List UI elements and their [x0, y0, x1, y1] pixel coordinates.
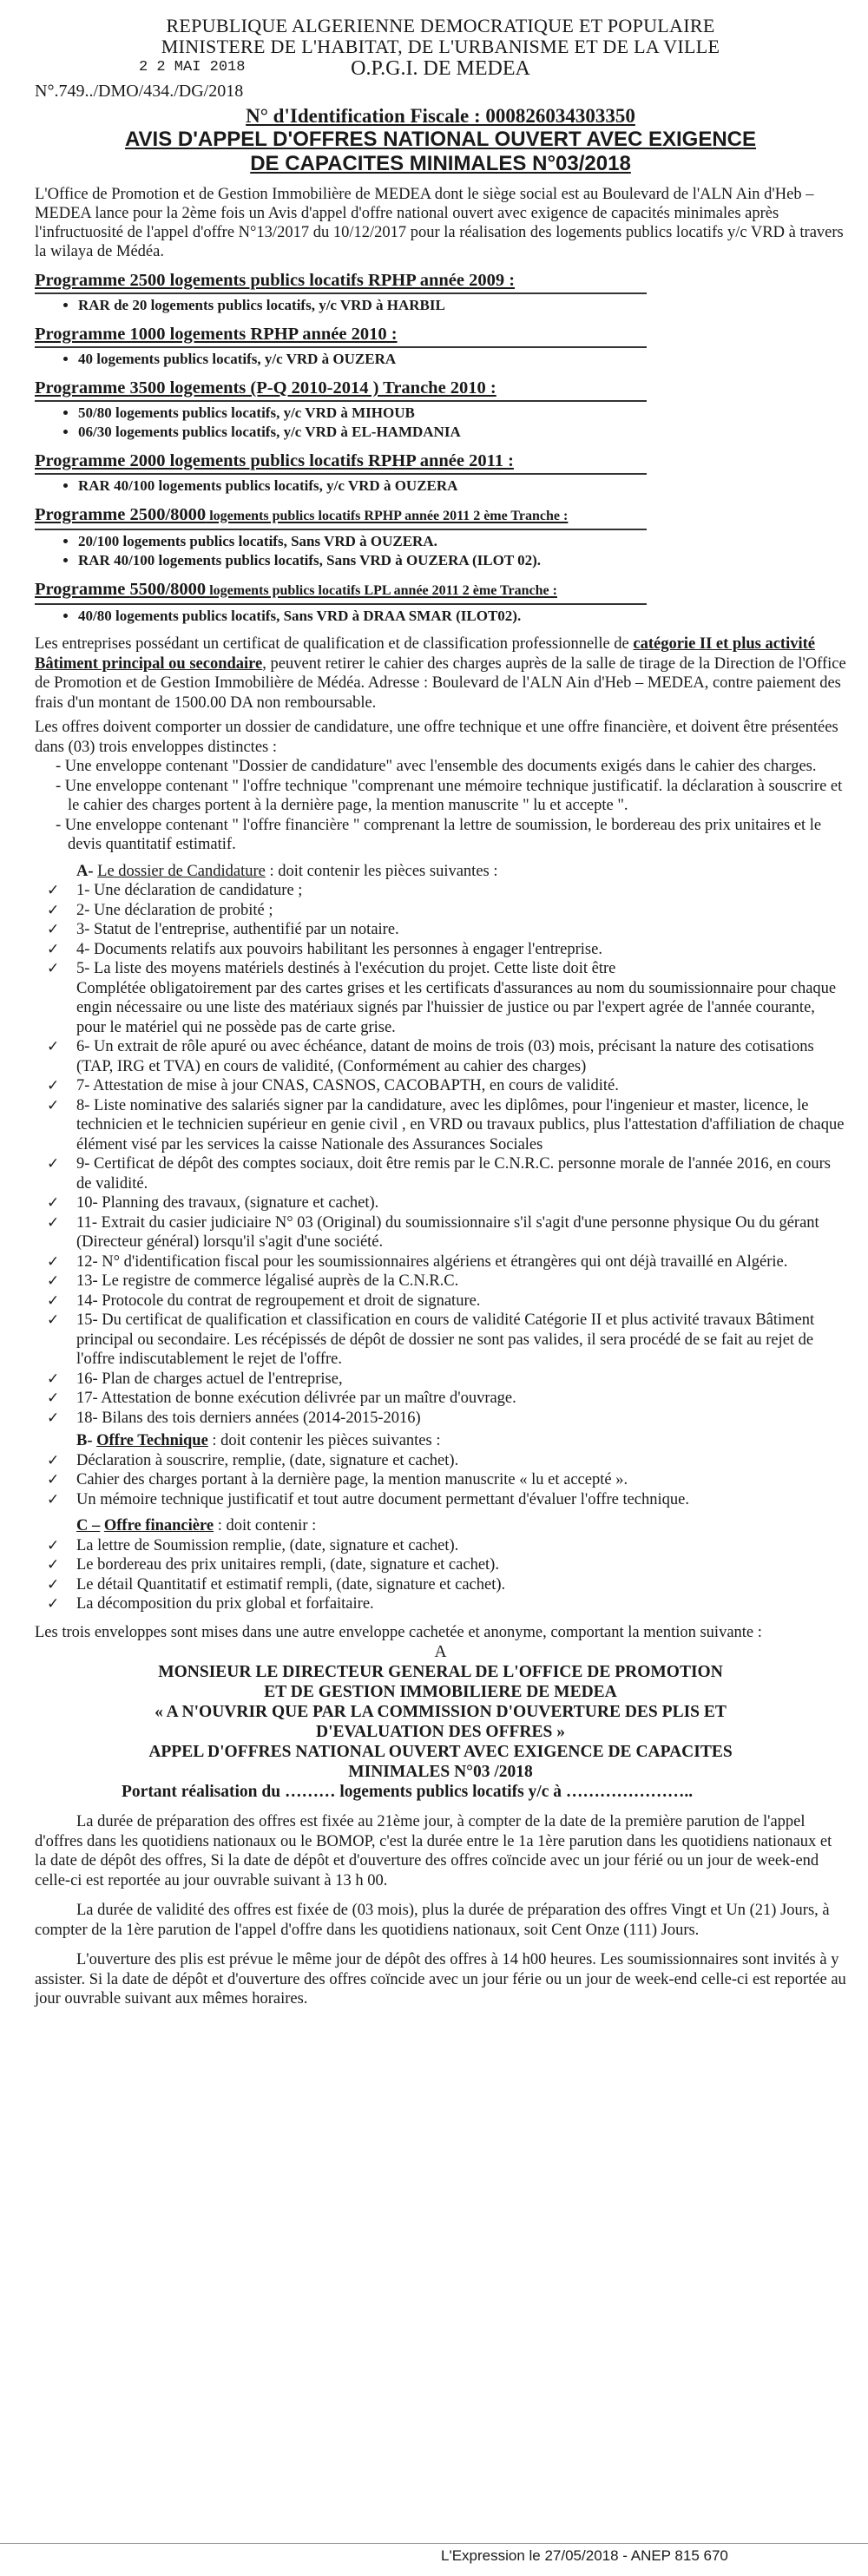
paragraph-validity: La durée de validité des offres est fixée de (03 mois), plus la durée de préparation des offres Vingt et Un (21) Jours, à compter de la 1ère parution de l'appel d'offre dans les quotidiens nationaux, soit Cent Onze (111) Jours. [35, 1902, 830, 1939]
envelope-label [35, 1642, 846, 1802]
programme-underline [35, 346, 647, 348]
checkmark-icon: ✓ [47, 882, 60, 899]
checklist-item-text: 15- Du certificat de qualification et classification en cours de validité Catégorie II et plus activité travaux Bâtiment principal ou secondaire. Les récépissés de dépôt de dossier ne sont pas valides, il sera procédé de se fait au rejet de l'offre indiscutablement le rejet de l'offre. [76, 1311, 815, 1368]
checklist-item [35, 1096, 846, 1155]
checklist-item-text: Le bordereau des prix unitaires rempli, (date, signature et cachet). [76, 1556, 499, 1574]
programme-title [35, 324, 846, 345]
checkmark-icon: ✓ [47, 1390, 60, 1407]
checklist-item-text: La décomposition du prix global et forfaitaire. [76, 1595, 374, 1613]
checklist-item-continuation: Complétée obligatoirement par des cartes grises et les certificats d'assurances au nom du soumissionnaire pour chaque engin nécessaire ou une liste des matériaux signés par l'huissier de justice ou par l'expert agrée de l'année courante, pour le matériel qui ne possède pas de carte grise. [76, 979, 837, 1036]
section-a-items [35, 881, 846, 1428]
envelope-line4: D'EVALUATION DES OFFRES » [316, 1723, 565, 1741]
checklist-item-text: 3- Statut de l'entreprise, authentifié par un notaire. [76, 921, 399, 938]
section-a-suffix: : doit contenir les pièces suivantes : [265, 862, 498, 880]
checkmark-icon: ✓ [47, 1471, 60, 1488]
section-a-title: Le dossier de Candidature [97, 862, 266, 880]
checkmark-icon: ✓ [47, 1291, 60, 1310]
section-b-label: B- [76, 1432, 93, 1449]
header-republic: REPUBLIQUE ALGERIENNE DEMOCRATIQUE ET POPULAIRE [166, 15, 715, 36]
programme-item: • RAR de 20 logements publics locatifs, y/c VRD à HARBIL [78, 296, 846, 315]
checklist-item-text: Le détail Quantitatif et estimatif rempli, (date, signature et cachet). [76, 1575, 506, 1594]
eligibility-paragraph [35, 634, 846, 713]
checklist-item-text: Un mémoire technique justificatif et tout autre document permettant d'évaluer l'offre technique. [76, 1490, 689, 1508]
checklist-item-text: 1- Une déclaration de candidature ; [76, 882, 303, 899]
paragraph-opening: L'ouverture des plis est prévue le même jour de dépôt des offres à 14 h00 heures. Les soumissionnaires sont invités à y assister. Si la date de dépôt et d'ouverture des offres coïncide avec un jour férie ou un jour de week-end celle-ci est reportée au jour ouvrable suivant aux mêmes horaires. [35, 1951, 846, 2008]
checkmark-icon: ✓ [47, 1213, 60, 1232]
header-opgi: O.P.G.I. DE MEDEA [351, 57, 530, 80]
checkmark-icon: ✓ [47, 921, 60, 938]
checklist-item [35, 1154, 846, 1193]
section-a [35, 862, 846, 1429]
programme-item: • 40 logements publics locatifs, y/c VRD à OUZERA [78, 350, 846, 369]
programme-title-rest: logements publics locatifs LPL année 2011 2 ème Tranche : [206, 583, 557, 598]
checklist-item [35, 1389, 846, 1409]
programme-title-main: Programme 2500/8000 [35, 505, 207, 524]
section-b-title: Offre Technique [96, 1432, 208, 1449]
programme-items [35, 404, 846, 442]
checklist-item [35, 1076, 846, 1096]
checkmark-icon: ✓ [47, 1077, 60, 1094]
programme-title-main: Programme 2500 logements publics locatifs RPHP année 2009 : [35, 271, 516, 290]
envelope-a: A [434, 1643, 447, 1661]
programme-items [35, 296, 846, 315]
envelope-line2: ET DE GESTION IMMOBILIERE DE MEDEA [264, 1683, 617, 1701]
programme-underline [35, 400, 647, 402]
programme-underline [35, 603, 647, 605]
programme-title [35, 579, 846, 601]
programme-underline [35, 529, 647, 530]
envelope-line6: MINIMALES N°03 /2018 [348, 1763, 533, 1781]
checklist-item [35, 1490, 846, 1510]
checklist-item [35, 901, 846, 921]
envelope-item-text: Une enveloppe contenant "Dossier de candidature" avec l'ensemble des documents exigés dans le cahier des charges. [64, 758, 817, 775]
envelope-line3: « A N'OUVRIR QUE PAR LA COMMISSION D'OUVERTURE DES PLIS ET [155, 1703, 727, 1721]
reference-number: N°.749../DMO/434./DG/2018 [35, 82, 244, 101]
checklist-item [35, 940, 846, 960]
programme-title [35, 504, 846, 527]
checklist-item [35, 1252, 846, 1272]
checklist-item-text: 11- Extrait du casier judiciaire N° 03 (Original) du soumissionnaire s'il s'agit d'une personne physique Ou du gérant (Directeur général) lorsqu'il s'agit d'une société. [76, 1213, 819, 1251]
checklist-item [35, 1370, 846, 1390]
checkmark-icon: ✓ [47, 901, 60, 919]
checklist-item-text: 10- Planning des travaux, (signature et cachet). [76, 1194, 379, 1212]
section-b-suffix: : doit contenir les pièces suivantes : [207, 1432, 441, 1449]
section-c-title: Offre financière [103, 1517, 214, 1534]
programme-underline [35, 292, 647, 294]
section-c-heading [35, 1516, 846, 1536]
checklist-item-text: 4- Documents relatifs aux pouvoirs habilitant les personnes à engager l'entreprise. [76, 940, 602, 958]
header-row [35, 57, 846, 80]
programme-item: • RAR 40/100 logements publics locatifs, y/c VRD à OUZERA [78, 476, 846, 496]
envelope-line1: MONSIEUR LE DIRECTEUR GENERAL DE L'OFFICE DE PROMOTION [158, 1663, 723, 1681]
document [35, 16, 846, 2009]
checklist-item [35, 1311, 846, 1370]
eligibility-category: catégorie II et plus activité Bâtiment principal ou secondaire [35, 635, 815, 673]
checklist-item [35, 1555, 846, 1575]
checkmark-icon: ✓ [47, 1096, 60, 1114]
eligibility-text-after: , peuvent retirer le cahier des charges auprès de la salle de tirage de la Direction de l'Office de Promotion et de Gestion Immobilière de Médéa. Adresse : Boulevard de l'ALN Ain d'Heb – MEDEA, contre paiement des frais d'un montant de 1500.00 DA non remboursable. [35, 654, 846, 712]
section-c-label: C – [76, 1517, 101, 1534]
envelope-line5: APPEL D'OFFRES NATIONAL OUVERT AVEC EXIGENCE DE CAPACITES [148, 1743, 733, 1761]
checkmark-icon: ✓ [47, 1556, 60, 1574]
paragraph-preparation: La durée de préparation des offres est fixée au 21ème jour, à compter de la date de la première parution de l'appel d'offres dans les quotidiens nationaux ou le BOMOP, c'est la durée entre le 1a 1ère parution dans les quotidiens nationaux et la date de dépôt des offres, Si la date de dépôt et d'ouverture des offres coïncide avec un jour férié ou un jour de week-end celle-ci est reportée au jour ouvrable suivant à 13 h 00. [35, 1813, 832, 1889]
checklist-item-text: 12- N° d'identification fiscal pour les soumissionnaires algériens et étrangères qui ont déjà travaillé en Algérie. [76, 1252, 788, 1271]
checklist-item-text: 5- La liste des moyens matériels destinés à l'exécution du projet. Cette liste doit être [76, 960, 616, 977]
programme-title-main: Programme 5500/8000 [35, 580, 207, 599]
programmes-list [35, 270, 846, 626]
envelope-item: - Une enveloppe contenant "Dossier de candidature" avec l'ensemble des documents exigés dans le cahier des charges. [56, 758, 817, 775]
checkmark-icon: ✓ [47, 1490, 60, 1508]
checklist-item-text: 16- Plan de charges actuel de l'entreprise, [76, 1370, 343, 1388]
checklist-item [35, 920, 846, 940]
checklist-item [35, 1037, 846, 1076]
section-b-items [35, 1451, 846, 1510]
programme-title [35, 270, 846, 291]
checklist-item [35, 1409, 846, 1429]
programme-items [35, 532, 846, 570]
programme-item: • 20/100 logements publics locatifs, Sans VRD à OUZERA. [78, 532, 846, 551]
envelope-item: - Une enveloppe contenant " l'offre technique "comprenant une mémoire technique justificatif. la déclaration à souscrire et le cahier des charges portent à la dernière page, la mention manuscrite " lu et accepte ". [56, 777, 843, 814]
section-a-label: A- [76, 862, 94, 880]
programme-title-rest: logements publics locatifs RPHP année 2011 2 ème Tranche : [206, 509, 569, 523]
notice-title-line2: DE CAPACITES MINIMALES N°03/2018 [250, 152, 631, 175]
checklist-item [35, 959, 846, 979]
checklist-item [35, 1536, 846, 1556]
checkmark-icon: ✓ [47, 1575, 60, 1594]
fiscal-id: N° d'Identification Fiscale : 000826034303350 [246, 105, 635, 127]
section-c-items [35, 1536, 846, 1614]
envelope-item: - Une enveloppe contenant " l'offre financière " comprenant la lettre de soumission, le bordereau des prix unitaires et le devis quantitatif estimatif. [56, 816, 822, 853]
checklist-item [35, 1575, 846, 1595]
programme-items [35, 350, 846, 369]
programme-item: • 06/30 logements publics locatifs, y/c VRD à EL-HAMDANIA [78, 423, 846, 442]
checklist-item-text: La lettre de Soumission remplie, (date, signature et cachet). [76, 1536, 459, 1554]
footer-source: L'Expression le 27/05/2018 - ANEP 815 670 [441, 2547, 728, 2564]
checkmark-icon: ✓ [47, 1311, 60, 1329]
programme-item: • 40/80 logements publics locatifs, Sans VRD à DRAA SMAR (ILOT02). [78, 607, 846, 626]
checklist-item [35, 1594, 846, 1614]
section-c [35, 1516, 846, 1614]
checklist-item-text: 17- Attestation de bonne exécution délivrée par un maître d'ouvrage. [76, 1390, 516, 1407]
programme-item: • RAR 40/100 logements publics locatifs, Sans VRD à OUZERA (ILOT 02). [78, 551, 846, 570]
checkmark-icon: ✓ [47, 1252, 60, 1271]
checklist-item-text: Cahier des charges portant à la dernière page, la mention manuscrite « lu et accepté ». [76, 1471, 628, 1488]
programme-title [35, 450, 846, 471]
checklist-item-text: 2- Une déclaration de probité ; [76, 901, 273, 919]
checklist-item-text: 6- Un extrait de rôle apuré ou avec échéance, datant de moins de trois (03) mois, précisant la nature des cotisations (TAP, IRG et TVA) en cours de validité, (Conformément au cahier des charges) [76, 1038, 814, 1075]
programme-item: • 50/80 logements publics locatifs, y/c VRD à MIHOUB [78, 404, 846, 423]
checkmark-icon: ✓ [47, 1536, 60, 1554]
checklist-item [35, 1470, 846, 1490]
checkmark-icon: ✓ [47, 1038, 60, 1055]
envelopes-list [35, 757, 846, 855]
checklist-item [35, 1291, 846, 1311]
offers-intro: Les offres doivent comporter un dossier de candidature, une offre technique et une offre financière, et doivent être présentées dans (03) trois enveloppes distinctes : [35, 719, 838, 756]
envelope-line7: Portant réalisation du ……… logements publics locatifs y/c à ………………….. [122, 1783, 694, 1801]
checklist-item [35, 1213, 846, 1252]
checklist-item-text: 14- Protocole du contrat de regroupement et droit de signature. [76, 1291, 481, 1310]
envelope-item-text: Une enveloppe contenant " l'offre technique "comprenant une mémoire technique justificatif. la déclaration à souscrire et le cahier des charges portent à la dernière page, la mention manuscrite " lu et accepte ". [64, 777, 843, 814]
checkmark-icon: ✓ [47, 1370, 60, 1388]
envelope-item-text: Une enveloppe contenant " l'offre financière " comprenant la lettre de soumission, le bordereau des prix unitaires et le devis quantitatif estimatif. [64, 816, 822, 853]
checklist-item-text: 13- Le registre de commerce légalisé auprès de la C.N.R.C. [76, 1272, 459, 1290]
notice-title-line1: AVIS D'APPEL D'OFFRES NATIONAL OUVERT AVEC EXIGENCE [124, 128, 757, 151]
programme-underline [35, 473, 647, 475]
programme-title-main: Programme 2000 logements publics locatifs RPHP année 2011 : [35, 451, 514, 470]
checkmark-icon: ✓ [47, 1595, 60, 1613]
section-a-heading [35, 862, 846, 882]
programme-items [35, 476, 846, 496]
footer-divider [0, 2543, 868, 2544]
checkmark-icon: ✓ [47, 1194, 60, 1212]
checkmark-icon: ✓ [47, 1451, 60, 1469]
header-ministry: MINISTERE DE L'HABITAT, DE L'URBANISME ET DE LA VILLE [161, 36, 720, 57]
checklist-item [35, 881, 846, 901]
programme-title [35, 378, 846, 398]
section-b-heading [35, 1431, 846, 1451]
checkmark-icon: ✓ [47, 960, 60, 977]
programme-title-main: Programme 3500 logements (P-Q 2010-2014 ) Tranche 2010 : [35, 378, 496, 398]
checklist-item [35, 1451, 846, 1471]
checklist-item-text: 8- Liste nominative des salariés signer par la candidature, avec les diplômes, pour l'ingenieur et master, licence, le technicien et le technicien supérieur en genie civil , en VRD ou travaux publics, plus l'attestation d'affiliation de chaque élément visé par les services la caisse Nationale des Assurances Sociales [76, 1096, 845, 1153]
checkmark-icon: ✓ [47, 1155, 60, 1173]
intro-paragraph: L'Office de Promotion et de Gestion Immobilière de MEDEA dont le siège social est au Boulevard de l'ALN Ain d'Heb – MEDEA lance pour la 2ème fois un Avis d'appel d'offre national ouvert avec exigence de capacités minimales après l'infructuosité de l'appel d'offre N°13/2017 du 10/12/2017 pour la réalisation des logements publics locatifs y/c VRD à travers la wilaya de Médéa. [35, 186, 844, 260]
eligibility-text-before: Les entreprises possédant un certificat de qualification et de classification professionnelle de [35, 635, 634, 653]
closing-intro: Les trois enveloppes sont mises dans une autre enveloppe cachetée et anonyme, comportant la mention suivante : [35, 1623, 762, 1641]
checklist-item [35, 1193, 846, 1213]
checkmark-icon: ✓ [47, 1409, 60, 1427]
checklist-item-text: Déclaration à souscrire, remplie, (date, signature et cachet). [76, 1451, 459, 1469]
checklist-item-text: 9- Certificat de dépôt des comptes sociaux, doit être remis par le C.N.R.C. personne morale de l'année 2016, en cours de validité. [76, 1155, 831, 1193]
section-c-suffix: : doit contenir : [214, 1517, 317, 1534]
checkmark-icon: ✓ [47, 940, 60, 958]
date-stamp: 2 2 MAI 2018 [139, 59, 246, 76]
checklist-item [35, 1272, 846, 1291]
checkmark-icon: ✓ [47, 1272, 60, 1290]
programme-items [35, 607, 846, 626]
checklist-item-text: 7- Attestation de mise à jour CNAS, CASNOS, CACOBAPTH, en cours de validité. [76, 1077, 619, 1094]
checklist-item-text: 18- Bilans des tois derniers années (2014-2015-2016) [76, 1409, 421, 1427]
programme-title-main: Programme 1000 logements RPHP année 2010 : [35, 325, 398, 344]
section-b [35, 1431, 846, 1509]
